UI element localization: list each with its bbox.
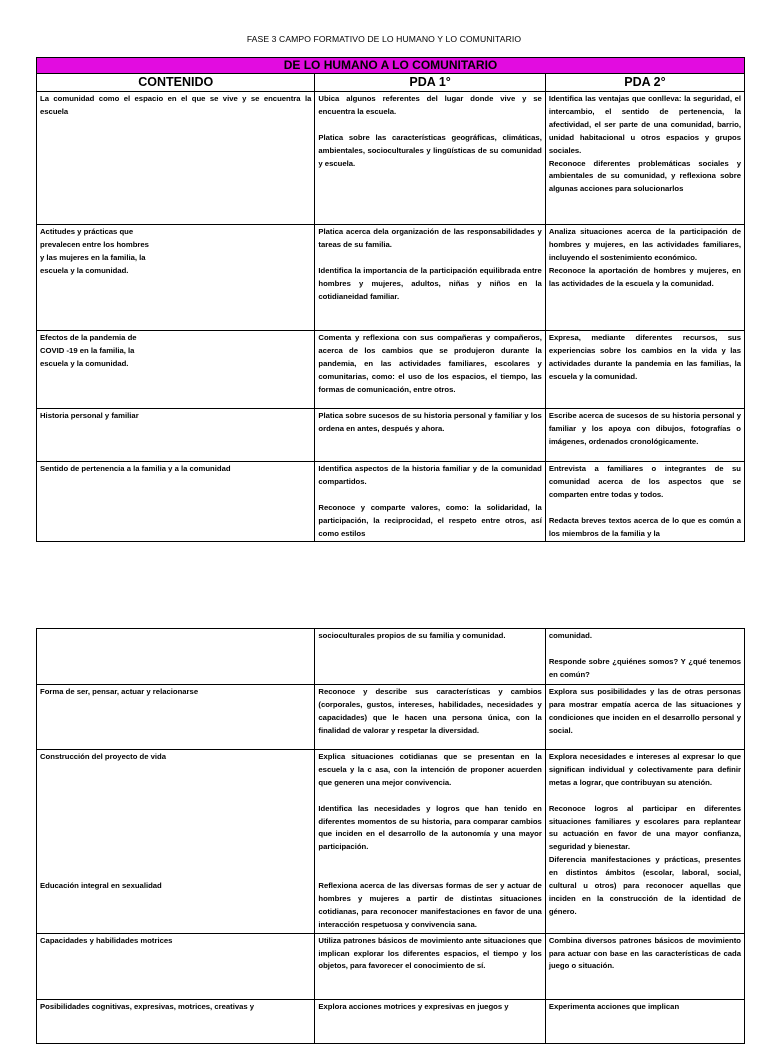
table-row bbox=[37, 629, 745, 685]
paragraph-gap bbox=[318, 119, 541, 132]
cell-paragraph: Explica situaciones cotidianas que se presentan en la escuela y la c asa, con la intención de proponer acuerden que generen una mejor convivencia. bbox=[318, 752, 542, 787]
pda1-cell bbox=[315, 933, 545, 999]
cell-paragraph: Construcción del proyecto de vida bbox=[40, 752, 167, 761]
pda2-cell bbox=[545, 331, 744, 409]
cell-paragraph: Expresa, mediante diferentes recursos, sus experiencias sobre los cambios en la vida y las actividades durante la pandemia en las familias, la escuela y la comunidad. bbox=[548, 333, 741, 381]
pda1-cell bbox=[315, 750, 545, 934]
cell-paragraph: Analiza situaciones acerca de la participación de hombres y mujeres, en las actividades familiares, incluyendo el sostenimiento económico. bbox=[548, 227, 741, 262]
paragraph-gap bbox=[549, 643, 741, 656]
paragraph-gap bbox=[318, 854, 541, 867]
cell-paragraph: Experimenta acciones que implican bbox=[548, 1001, 680, 1011]
table-row bbox=[37, 750, 745, 934]
cell-paragraph: Efectos de la pandemia de bbox=[40, 333, 137, 342]
cell-paragraph: Posibilidades cognitivas, expresivas, motrices, creativas y bbox=[40, 1001, 255, 1011]
cell-paragraph: Educación integral en sexualidad bbox=[40, 880, 162, 890]
contenidos-table-part-1 bbox=[36, 57, 745, 542]
cell-paragraph: Explora acciones motrices y expresivas en juegos y bbox=[318, 1001, 509, 1011]
table-row bbox=[37, 409, 745, 462]
cell-paragraph: Escribe acerca de sucesos de su historia personal y familiar y los apoya con dibujos, fotografías o imágenes, ordenados cronológicamente. bbox=[548, 411, 741, 446]
cell-paragraph: La comunidad como el espacio en el que se vive y se encuentra la escuela bbox=[40, 94, 312, 116]
pda2-cell bbox=[545, 225, 744, 331]
cell-paragraph: y las mujeres en la familia, la bbox=[40, 252, 146, 262]
cell-paragraph: Historia personal y familiar bbox=[40, 411, 139, 420]
cell-paragraph: Reconoce logros al participar en diferentes situaciones familiares y escolares para replantear su actuación en favor de una mayor confianza, seguridad y bienestar. bbox=[548, 803, 741, 852]
cell-paragraph: Forma de ser, pensar, actuar y relacionarse bbox=[40, 687, 199, 696]
cell-paragraph: Identifica aspectos de la historia familiar y de la comunidad compartidos. bbox=[318, 464, 542, 486]
table-row bbox=[37, 462, 745, 542]
pda1-cell bbox=[315, 685, 545, 750]
paragraph-gap bbox=[318, 790, 541, 803]
pda1-cell bbox=[315, 462, 545, 542]
cell-paragraph: Platica sobre las características geográficas, climáticas, ambientales, socioculturales y lingüísticas de su comunidad y escuela. bbox=[318, 132, 542, 168]
pda2-cell bbox=[545, 462, 744, 542]
table-row bbox=[37, 225, 745, 331]
cell-paragraph: escuela y la comunidad. bbox=[40, 265, 129, 275]
paragraph-gap bbox=[549, 502, 741, 515]
pda1-cell bbox=[315, 331, 545, 409]
contenido-cell bbox=[37, 629, 315, 685]
cell-paragraph: escuela y la comunidad. bbox=[40, 358, 129, 368]
paragraph-gap bbox=[40, 630, 311, 643]
paragraph-gap bbox=[40, 867, 311, 880]
table-row bbox=[37, 685, 745, 750]
paragraph-gap bbox=[40, 815, 311, 828]
pda1-cell bbox=[315, 92, 545, 225]
table-row bbox=[37, 999, 745, 1043]
cell-paragraph: Explora sus posibilidades y las de otras personas para mostrar empatía acerca de las situaciones y condiciones que inciden en el desarrollo personal y social. bbox=[548, 687, 741, 735]
cell-paragraph: Identifica las ventajas que conlleva: la seguridad, el intercambio, el sentido de pertenencia, la afectividad, el ser parte de una comunidad, barrio, unidad habitacional u otros espacios y grupos sociales. bbox=[548, 94, 741, 155]
cell-paragraph: Reconoce diferentes problemáticas sociales y ambientales de su comunidad, y reflexiona sobre algunas acciones para solucionarlos bbox=[548, 158, 741, 194]
cell-paragraph: Diferencia manifestaciones y prácticas, presentes en distintos ámbitos (escolar, laboral, social, cultural u otros) para reconocer aquellas que inciden en la construcción de la identidad de género. bbox=[548, 855, 741, 916]
table-row bbox=[37, 92, 745, 225]
cell-paragraph: Actitudes y prácticas que bbox=[40, 227, 134, 236]
cell-paragraph: prevalecen entre los hombres bbox=[40, 239, 149, 249]
table-row bbox=[37, 933, 745, 999]
cell-paragraph: Reflexiona acerca de las diversas formas de ser y actuar de hombres y mujeres a partir de distintas situaciones cotidianas, para reconocer manifestaciones en favor de una interacción respetuosa y convivencia sana. bbox=[318, 881, 542, 929]
paragraph-gap bbox=[40, 790, 311, 803]
paragraph-gap bbox=[318, 252, 541, 265]
pda1-cell bbox=[315, 225, 545, 331]
pda2-cell bbox=[545, 933, 744, 999]
cell-paragraph: Identifica las necesidades y logros que han tenido en diferentes momentos de su historia, para comparar cambios que inciden en el desarrollo de la autonomía y una mayor participación. bbox=[318, 803, 542, 852]
cell-paragraph: Identifica la importancia de la participación equilibrada entre hombres y mujeres, adultos, niñas y niños en la cotidianeidad familiar. bbox=[318, 265, 542, 301]
cell-paragraph: Sentido de pertenencia a la familia y a la comunidad bbox=[40, 464, 231, 473]
pda1-cell bbox=[315, 999, 545, 1043]
cell-paragraph: Comenta y reflexiona con sus compañeras y compañeros, acerca de los cambios que se produjeron durante la pandemia, en las actividades familiares, escolares y comunitarias, como: el uso de los espacios, el tiempo, las formas de comunicación, entre otros. bbox=[318, 333, 542, 394]
paragraph-gap bbox=[40, 777, 311, 790]
cell-paragraph: Reconoce y comparte valores, como: la solidaridad, la participación, la reciprocidad, el respeto entre otros, así como estilos bbox=[318, 502, 542, 538]
contenido-cell bbox=[37, 933, 315, 999]
cell-paragraph: Combina diversos patrones básicos de movimiento para actuar con base en las características de cada juego o situación. bbox=[548, 935, 741, 971]
contenido-cell bbox=[37, 999, 315, 1043]
paragraph-gap bbox=[549, 790, 741, 803]
pda2-cell bbox=[545, 409, 744, 462]
cell-paragraph: COVID -19 en la familia, la bbox=[40, 345, 135, 355]
pda2-cell bbox=[545, 750, 744, 934]
paragraph-gap bbox=[40, 803, 311, 816]
cell-paragraph: Redacta breves textos acerca de lo que es común a los miembros de la familia y la bbox=[548, 515, 741, 538]
table-row bbox=[37, 331, 745, 409]
cell-paragraph: Responde sobre ¿quiénes somos? Y ¿qué tenemos en común? bbox=[548, 656, 741, 679]
column-header-pda1: PDA 1° bbox=[315, 74, 545, 92]
pda2-cell bbox=[545, 92, 744, 225]
cell-paragraph: Reconoce la aportación de hombres y mujeres, en las actividades de la escuela y la comunidad. bbox=[548, 265, 741, 288]
column-header-contenido: CONTENIDO bbox=[37, 74, 315, 92]
contenido-cell bbox=[37, 92, 315, 225]
cell-paragraph: Entrevista a familiares o integrantes de su comunidad acerca de los aspectos que se comparten entre todas y todos. bbox=[548, 464, 741, 499]
pda2-cell bbox=[545, 629, 744, 685]
contenidos-table-part-2 bbox=[36, 628, 745, 1044]
cell-paragraph: comunidad. bbox=[548, 631, 592, 640]
cell-paragraph: Platica sobre sucesos de su historia personal y familiar y los ordena en antes, después y ahora. bbox=[318, 411, 542, 433]
paragraph-gap bbox=[318, 867, 541, 880]
cell-paragraph: Platica acerca dela organización de las responsabilidades y tareas de su familia. bbox=[318, 227, 542, 249]
paragraph-gap bbox=[318, 489, 541, 502]
pda2-cell bbox=[545, 999, 744, 1043]
paragraph-gap bbox=[40, 828, 311, 841]
cell-paragraph: Utiliza patrones básicos de movimiento ante situaciones que implican explorar los diferentes espacios, el tiempo y los objetos, para favorecer el conocimiento de sí. bbox=[318, 935, 542, 971]
column-header-pda2: PDA 2° bbox=[545, 74, 744, 92]
cell-paragraph: Ubica algunos referentes del lugar donde vive y se encuentra la escuela. bbox=[318, 94, 542, 116]
paragraph-gap bbox=[40, 841, 311, 854]
contenido-cell bbox=[37, 225, 315, 331]
paragraph-gap bbox=[40, 764, 311, 777]
table-banner: DE LO HUMANO A LO COMUNITARIO bbox=[37, 58, 745, 74]
contenido-cell bbox=[37, 409, 315, 462]
pda2-cell bbox=[545, 685, 744, 750]
cell-paragraph: Explora necesidades e intereses al expresar lo que significan individual y colectivamente para definir metas a lograr, que contribuyan su atención. bbox=[548, 752, 741, 787]
page-header: FASE 3 CAMPO FORMATIVO DE LO HUMANO Y LO COMUNITARIO bbox=[246, 34, 522, 44]
cell-paragraph: socioculturales propios de su familia y comunidad. bbox=[318, 631, 506, 640]
contenido-cell bbox=[37, 685, 315, 750]
paragraph-gap bbox=[40, 854, 311, 867]
contenido-cell bbox=[37, 750, 315, 934]
contenido-cell bbox=[37, 331, 315, 409]
pda1-cell bbox=[315, 629, 545, 685]
cell-paragraph: Reconoce y describe sus características y cambios (corporales, gustos, intereses, habilidades, necesidades y capacidades) que le hacen una persona única, con la finalidad de valorar y respetar la diversidad. bbox=[318, 687, 542, 735]
pda1-cell bbox=[315, 409, 545, 462]
contenido-cell bbox=[37, 462, 315, 542]
cell-paragraph: Capacidades y habilidades motrices bbox=[40, 935, 173, 945]
